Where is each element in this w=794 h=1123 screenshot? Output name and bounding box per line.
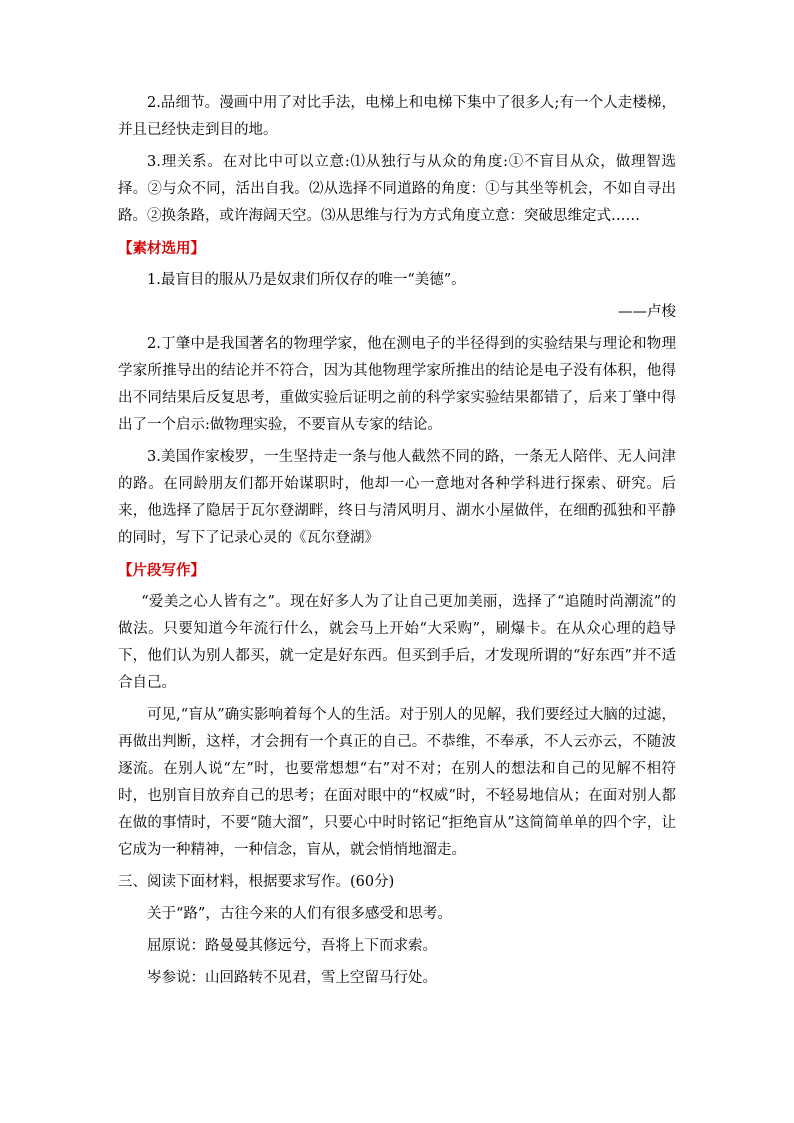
section-3-quote-1: 屈原说：路曼曼其修远兮，吾将上下而求索。: [147, 938, 437, 954]
section-3-quote-2: 岑参说：山回路转不见君，雪上空留马行处。: [147, 970, 437, 986]
material-1: 1.最盲目的服从乃是奴隶们所仅存的唯一“美德”。: [147, 272, 466, 288]
material-2: 2.丁肇中是我国著名的物理学家，他在测电子的半径得到的实验结果与理论和物理学家所推导出的结论并不符合，因为其他物理学家所推出的结论是电子没有体积，他得出不同结果后反复思考，重做实验后证明之前的科学家实验结果都错了，后来丁肇中得出了一个启示:做物理实验，不要盲从专家的结论。: [118, 336, 676, 433]
writing-paragraph-2: 可见,“盲从”确实影响着每个人的生活。对于别人的见解，我们要经过大脑的过滤，再做出判断，这样，才会拥有一个真正的自己。不恭维，不奉承，不人云亦云，不随波逐流。在别人说“左”时，也要常想想“右”对不对；在别人的想法和自己的见解不相符时，也别盲目放弃自己的思考；在面对眼中的“权威”时，不轻易地信从；在面对别人都在做的事情时，不要“随大溜”，只要心中时时铭记“拒绝盲从”这简简单单的四个字，让它成为一种精神，一种信念，盲从，就会悄悄地溜走。: [118, 707, 676, 858]
material-1-author: ——卢梭: [618, 304, 676, 320]
section-3-intro: 关于“路”，古往今来的人们有很多感受和思考。: [147, 906, 452, 922]
writing-paragraph-1: “爱美之心人皆有之”。现在好多人为了让自己更加美丽，选择了“追随时尚潮流”的做法。只要知道今年流行什么，就会马上开始“大采购”，刷爆卡。在从众心理的趋导下，他们认为别人都买，就一定是好东西。但买到手后，才发现所谓的“好东西”并不适合自己。: [118, 594, 676, 691]
material-3: 3.美国作家梭罗，一生坚持走一条与他人截然不同的路，一条无人陪伴、无人问津的路。在同龄朋友们都开始谋职时，他却一心一意地对各种学科进行探索、研究。后来，他选择了隐居于瓦尔登湖畔，终日与清风明月、湖水小屋做伴，在细酌孤独和平静的同时，写下了记录心灵的《瓦尔登湖》: [118, 449, 676, 546]
section-3-title: 三、阅读下面材料，根据要求写作。(60分): [118, 874, 395, 890]
materials-heading: 【素材选用】: [118, 240, 205, 257]
analysis-paragraph-3: 3.理关系。在对比中可以立意:⑴从独行与从众的角度:①不盲目从众，做理智选择。②与众不同，活出自我。⑵从选择不同道路的角度：①与其坐等机会，不如自寻出路。②换条路，或许海阔天空。⑶从思维与行为方式角度立意：突破思维定式……: [118, 154, 676, 224]
writing-heading: 【片段写作】: [118, 562, 205, 579]
document-page: [118, 90, 676, 997]
analysis-paragraph-2: 2.品细节。漫画中用了对比手法，电梯上和电梯下集中了很多人;有一个人走楼梯，并且已经快走到目的地。: [118, 95, 676, 138]
